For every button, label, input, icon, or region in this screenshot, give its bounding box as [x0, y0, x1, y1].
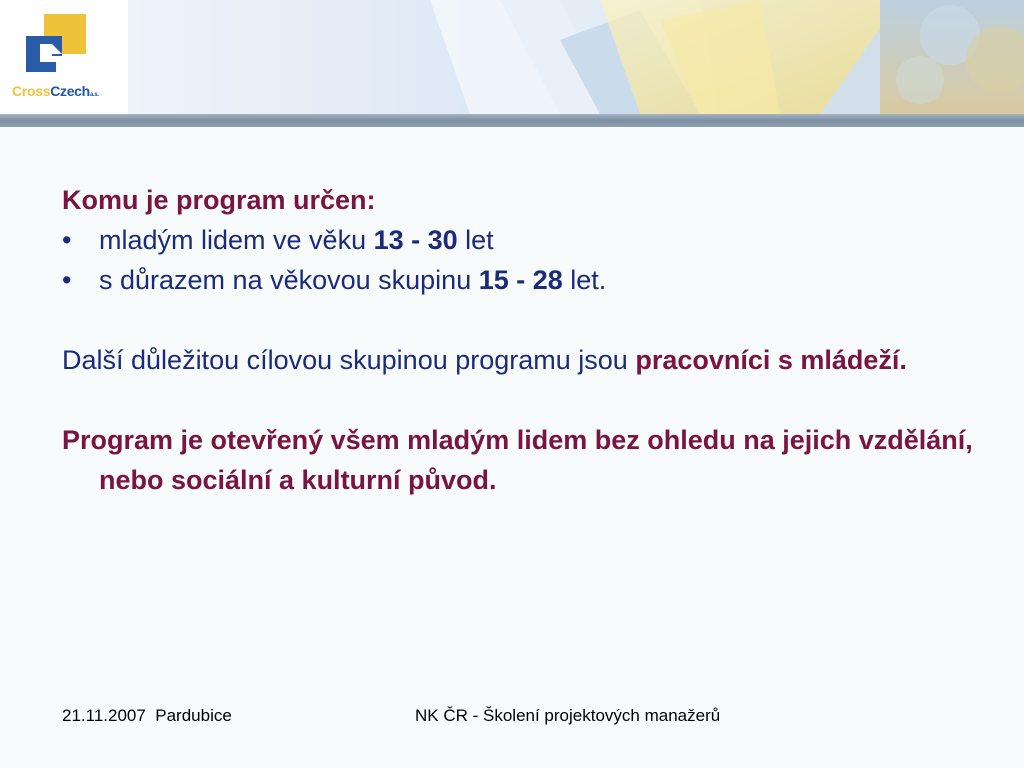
bullet-focus-text: s důrazem na věkovou skupinu — [99, 265, 479, 295]
bullet-age-text: mladým lidem ve věku — [99, 225, 374, 255]
logo-text-suffix: a.s. — [89, 92, 99, 98]
bullet-focus-range: 15 - 28 — [478, 265, 563, 295]
logo-text-cross: Cross — [12, 83, 51, 99]
bullet-age-range: 13 - 30 — [373, 225, 458, 255]
bullet-icon: • — [62, 225, 72, 255]
slide-heading: Komu je program určen: — [62, 185, 376, 215]
paragraph-target-group — [62, 340, 982, 380]
spacer — [62, 300, 982, 340]
paragraph-open-program: Program je otevřený všem mladým lidem bez ohledu na jejich vzdělání, nebo sociální a kulturní původ. — [62, 425, 973, 495]
crossczech-logo-icon — [22, 14, 92, 80]
header-divider — [0, 114, 1024, 127]
footer-date-place: 21.11.2007 Pardubice — [62, 706, 232, 725]
bullet-item-focus — [62, 260, 982, 300]
paragraph-target-text: Další důležitou cílovou skupinou programu jsou — [62, 345, 636, 375]
bullet-focus-tail: let. — [562, 265, 607, 295]
logo-text-czech: Czech — [50, 83, 90, 99]
slide-content — [62, 180, 982, 500]
header-banner — [0, 0, 1024, 114]
logo — [0, 0, 128, 114]
footer-title: NK ČR - Školení projektových manažerů — [415, 706, 721, 725]
spacer — [62, 380, 982, 420]
bullet-item-age — [62, 220, 982, 260]
logo-wordmark — [12, 83, 99, 99]
bullet-icon: • — [62, 265, 72, 295]
bullet-age-tail: let — [457, 225, 494, 255]
banner-photo-collage — [0, 0, 1024, 114]
paragraph-target-emphasis: pracovníci s mládeží. — [635, 345, 907, 375]
